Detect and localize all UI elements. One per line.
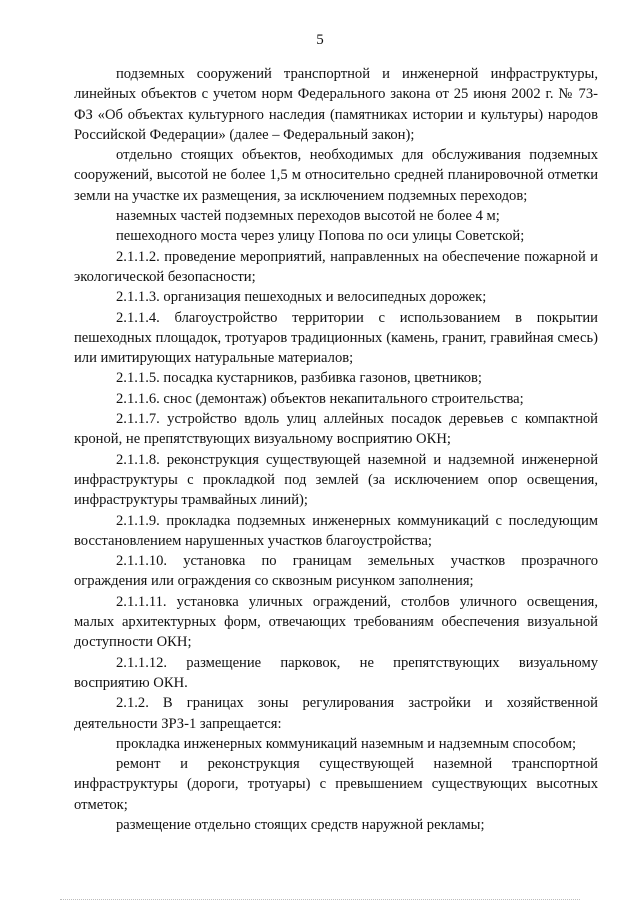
paragraph: 2.1.1.7. устройство вдоль улиц аллейных посадок деревьев с компактной кроной, не препятствующих визуальному восприятию ОКН;	[74, 411, 598, 448]
paragraph: 2.1.1.10. установка по границам земельных участков прозрачного ограждения или ограждения со сквозным рисунком заполнения;	[74, 553, 598, 590]
paragraph: отдельно стоящих объектов, необходимых для обслуживания подземных сооружений, высотой не более 1,5 м относительно средней планировочной отметки земли на участке их размещения, за исключением подземных переходов;	[74, 147, 598, 204]
paragraph: размещение отдельно стоящих средств наружной рекламы;	[116, 816, 485, 833]
page-number: 5	[316, 32, 324, 48]
paragraph: наземных частей подземных переходов высотой не более 4 м;	[116, 208, 500, 225]
paragraph: 2.1.1.3. организация пешеходных и велосипедных дорожек;	[116, 289, 487, 306]
paragraph: ремонт и реконструкция существующей наземной транспортной инфраструктуры (дороги, тротуары) с превышением существующих высотных отметок;	[74, 756, 598, 813]
paragraph: 2.1.1.4. благоустройство территории с использованием в покрытии пешеходных площадок, тротуаров традиционных (камень, гранит, гравийная смесь) или имитирующих натуральные материалов;	[74, 309, 598, 367]
paragraph: пешеходного моста через улицу Попова по оси улицы Советской;	[116, 228, 525, 245]
paragraph: 2.1.1.11. установка уличных ограждений, столбов уличного освещения, малых архитектурных форм, отвечающих требованиям обеспечения визуальной доступности ОКН;	[74, 593, 598, 651]
paragraph: 2.1.1.9. прокладка подземных инженерных коммуникаций с последующим восстановлением нарушенных участков благоустройства;	[74, 512, 598, 549]
paragraph: подземных сооружений транспортной и инженерной инфраструктуры, линейных объектов с учетом норм Федерального закона от 25 июня 2002 г. № 73-ФЗ «Об объектах культурного наследия (памятниках истории и культуры) народов Российской Федерации» (далее – Федеральный закон);	[74, 66, 598, 143]
paragraph: 2.1.1.5. посадка кустарников, разбивка газонов, цветников;	[116, 370, 482, 387]
body-text	[74, 64, 598, 835]
paragraph: 2.1.1.8. реконструкция существующей наземной и надземной инженерной инфраструктуры с прокладкой под землей (за исключением опор освещения, инфраструктуры трамвайных линий);	[74, 451, 598, 509]
paragraph: 2.1.2. В границах зоны регулирования застройки и хозяйственной деятельности ЗРЗ-1 запрещается:	[74, 695, 598, 732]
scan-edge-divider	[60, 899, 580, 901]
paragraph: 2.1.1.2. проведение мероприятий, направленных на обеспечение пожарной и экологической безопасности;	[74, 248, 598, 285]
paragraph: прокладка инженерных коммуникаций наземным и надземным способом;	[116, 735, 577, 752]
paragraph: 2.1.1.6. снос (демонтаж) объектов некапитального строительства;	[116, 390, 524, 407]
paragraph: 2.1.1.12. размещение парковок, не препятствующих визуальному восприятию ОКН.	[74, 654, 598, 691]
